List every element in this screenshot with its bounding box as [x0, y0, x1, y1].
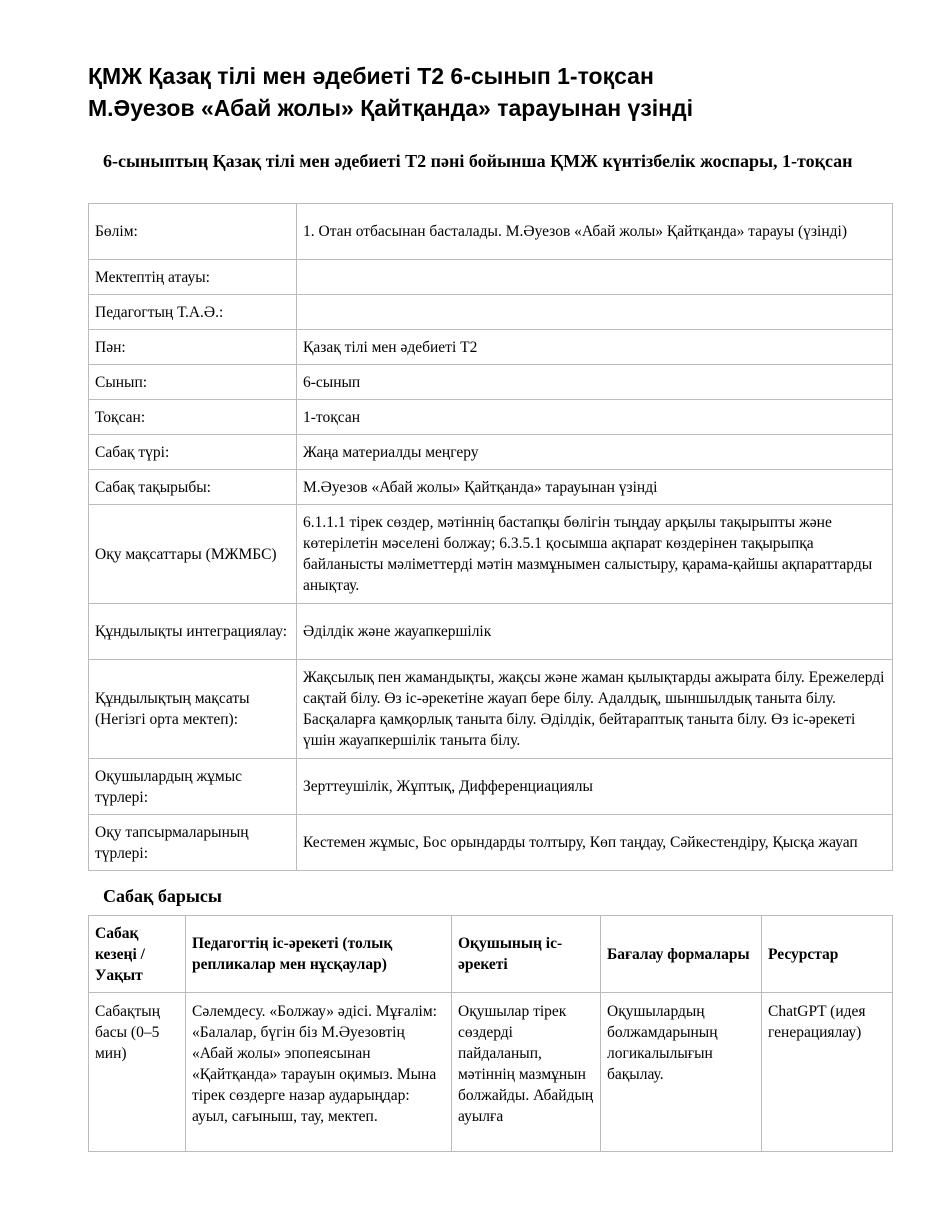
info-label: Құндылықтың мақсаты (Негізгі орта мектеп): — [89, 660, 297, 759]
info-row-value-integration — [89, 604, 893, 660]
plan-heading: 6-сыныптың Қазақ тілі мен әдебиеті Т2 пәні бойынша ҚМЖ күнтізбелік жоспары, 1-тоқсан — [103, 151, 853, 171]
info-label: Сынып: — [89, 365, 297, 400]
flow-row — [89, 993, 893, 1152]
info-label: Тоқсан: — [89, 400, 297, 435]
info-value: Кестемен жұмыс, Бос орындарды толтыру, Көп таңдау, Сәйкестендіру, Қысқа жауап — [297, 815, 893, 871]
info-row-section — [89, 204, 893, 260]
info-label: Сабақ түрі: — [89, 435, 297, 470]
info-label: Сабақ тақырыбы: — [89, 470, 297, 505]
flow-header-row — [89, 916, 893, 993]
info-row-subject — [89, 330, 893, 365]
info-value: Зерттеушілік, Жұптық, Дифференциациялы — [297, 759, 893, 815]
info-label: Құндылықты интеграциялау: — [89, 604, 297, 660]
info-row-work-types — [89, 759, 893, 815]
info-value: 1-тоқсан — [297, 400, 893, 435]
flow-cell-teacher: Сәлемдесу. «Болжау» әдісі. Мұғалім: «Балалар, бүгін біз М.Әуезовтің «Абай жолы» эпопеясынан «Қайтқанда» тарауын оқимыз. Мына тірек сөздерге назар аударыңдар: ауыл, сағыныш, тау, мектеп. — [186, 993, 452, 1152]
document-title-line-1: ҚМЖ Қазақ тілі мен әдебиеті Т2 6-сынып 1-тоқсан — [88, 63, 654, 89]
info-value: 6.1.1.1 тірек сөздер, мәтіннің бастапқы бөлігін тыңдау арқылы тақырыпты және көтерілетін мәселені болжау; 6.3.5.1 қосымша ақпарат көздерінен тақырыпқа байланысты мәліметтерді мәтін мазмұнымен салыстыру, қарама-қайшы ақпараттарды анықтау. — [297, 505, 893, 604]
lesson-flow-table — [88, 915, 893, 1152]
info-value: М.Әуезов «Абай жолы» Қайтқанда» тарауынан үзінді — [297, 470, 893, 505]
info-row-learning-objectives — [89, 505, 893, 604]
info-value — [297, 260, 893, 295]
flow-cell-assessment: Оқушылардың болжамдарының логикалылығын бақылау. — [601, 993, 762, 1152]
info-row-quarter — [89, 400, 893, 435]
document-title — [88, 60, 888, 124]
info-row-value-goal — [89, 660, 893, 759]
info-row-school — [89, 260, 893, 295]
flow-cell-resources: ChatGPT (идея генерациялау) — [762, 993, 893, 1152]
document-title-line-2: М.Әуезов «Абай жолы» Қайтқанда» тарауынан үзінді — [88, 95, 694, 121]
info-value: 6-сынып — [297, 365, 893, 400]
info-label: Оқушылардың жұмыс түрлері: — [89, 759, 297, 815]
info-label: Оқу тапсырмаларының түрлері: — [89, 815, 297, 871]
flow-header-stage: Сабақ кезеңі / Уақыт — [89, 916, 186, 993]
info-row-grade — [89, 365, 893, 400]
info-value — [297, 295, 893, 330]
info-row-teacher — [89, 295, 893, 330]
info-value: 1. Отан отбасынан басталады. М.Әуезов «Абай жолы» Қайтқанда» тарауы (үзінді) — [297, 204, 893, 260]
flow-cell-stage: Сабақтың басы (0–5 мин) — [89, 993, 186, 1152]
info-value: Әділдік және жауапкершілік — [297, 604, 893, 660]
flow-header-assessment: Бағалау формалары — [601, 916, 762, 993]
info-label: Мектептің атауы: — [89, 260, 297, 295]
info-row-lesson-topic — [89, 470, 893, 505]
flow-cell-student: Оқушылар тірек сөздерді пайдаланып, мәтіннің мазмұнын болжайды. Абайдың ауылға — [452, 993, 601, 1152]
info-value: Жақсылық пен жамандықты, жақсы және жаман қылықтарды ажырата білу. Ережелерді сақтай білу. Өз іс-әрекетіне жауап бере білу. Адалдық, шыншылдық таныта білу. Басқаларға қамқорлық таныта білу. Әділдік, бейтараптық таныта білу. Өз іс-әрекеті үшін жауапкершілік таныта білу. — [297, 660, 893, 759]
info-row-task-types — [89, 815, 893, 871]
info-label: Пән: — [89, 330, 297, 365]
info-value: Жаңа материалды меңгеру — [297, 435, 893, 470]
info-label: Оқу мақсаттары (МЖМБС) — [89, 505, 297, 604]
flow-header-resources: Ресурстар — [762, 916, 893, 993]
info-value: Қазақ тілі мен әдебиеті Т2 — [297, 330, 893, 365]
lesson-flow-heading: Сабақ барысы — [103, 886, 222, 906]
lesson-info-table — [88, 203, 893, 871]
info-label: Педагогтың Т.А.Ә.: — [89, 295, 297, 330]
info-label: Бөлім: — [89, 204, 297, 260]
info-row-lesson-type — [89, 435, 893, 470]
flow-header-teacher: Педагогтің іс-әрекеті (толық репликалар мен нұсқаулар) — [186, 916, 452, 993]
flow-header-student: Оқушының іс-әрекеті — [452, 916, 601, 993]
